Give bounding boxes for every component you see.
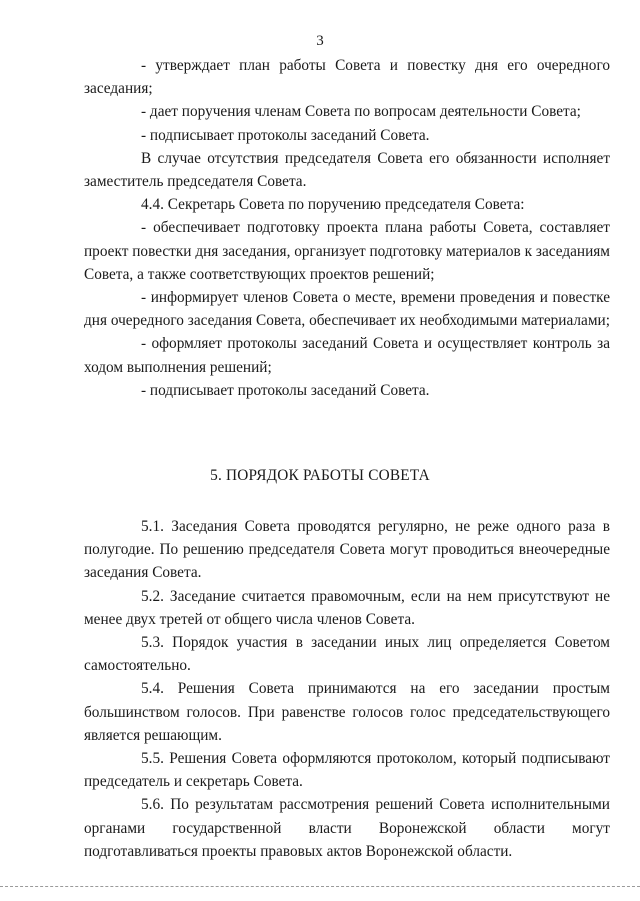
section-4-continued	[84, 54, 610, 402]
paragraph-4-4: 4.4. Секретарь Совета по поручению председателя Совета:	[141, 196, 525, 214]
section-5-body	[84, 515, 610, 863]
paragraph-gives-instructions: - дает поручения членам Совета по вопросам деятельности Совета;	[141, 103, 581, 121]
paragraph-secretary-minutes: - оформляет протоколы заседаний Совета и осуществляет контроль за ходом выполнения решений;	[84, 335, 610, 376]
paragraph-chair-absence: В случае отсутствия председателя Совета его обязанности исполняет заместитель председателя Совета.	[84, 149, 610, 191]
paragraph-5-4: 5.4. Решения Совета принимаются на его заседании простым большинством голосов. При равенстве голосов голос председательствующего является решающим.	[84, 680, 610, 744]
paragraph-5-5: 5.5. Решения Совета оформляются протоколом, который подписывают председатель и секретарь Совета.	[84, 750, 610, 791]
paragraph-approves-plan: - утверждает план работы Совета и повестку дня его очередного заседания;	[84, 57, 610, 98]
paragraph-secretary-prepares: - обеспечивает подготовку проекта плана работы Совета, составляет проект повестки дня заседания, организует подготовку материалов к заседаниям Совета, а также соответствующих проектов решений;	[84, 219, 610, 283]
paragraph-5-6: 5.6. По результатам рассмотрения решений Совета исполнительными органами государственной власти Воронежской области могут подготавливаться проекты правовых актов Воронежской области.	[84, 796, 610, 860]
page-bottom-edge	[0, 886, 640, 887]
paragraph-secretary-signs: - подписывает протоколы заседаний Совета.	[141, 381, 430, 399]
section-5-heading: 5. ПОРЯДОК РАБОТЫ СОВЕТА	[210, 467, 430, 484]
page-number: 3	[316, 33, 324, 49]
paragraph-signs-minutes: - подписывает протоколы заседаний Совета.	[141, 126, 430, 144]
paragraph-5-3: 5.3. Порядок участия в заседании иных лиц определяется Советом самостоятельно.	[84, 634, 610, 675]
paragraph-secretary-informs: - информирует членов Совета о месте, времени проведения и повестке дня очередного заседания Совета, обеспечивает их необходимыми материалами;	[84, 289, 610, 330]
paragraph-5-2: 5.2. Заседание считается правомочным, если на нем присутствуют не менее двух третей от общего числа членов Совета.	[84, 587, 610, 628]
paragraph-5-1: 5.1. Заседания Совета проводятся регулярно, не реже одного раза в полугодие. По решению председателя Совета могут проводиться внеочередные заседания Совета.	[84, 518, 610, 582]
